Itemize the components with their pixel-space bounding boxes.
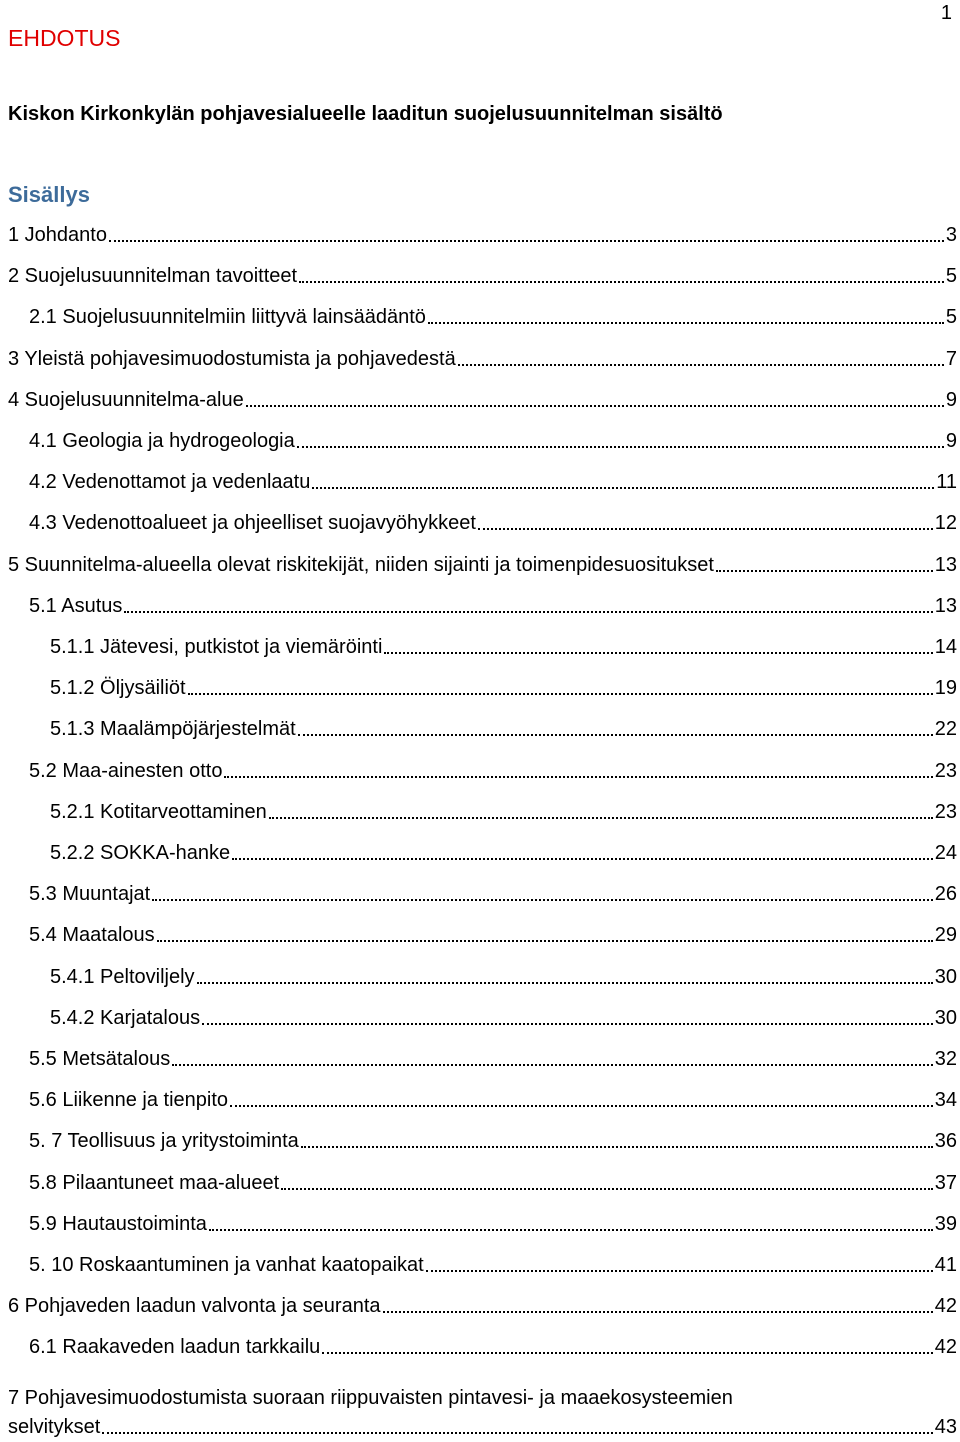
toc-dot-leader: [230, 1105, 933, 1107]
toc-entry-label: 5. 10 Roskaantuminen ja vanhat kaatopaikat: [29, 1254, 424, 1276]
toc-entry-page: 12: [934, 512, 957, 535]
toc-dot-leader: [157, 940, 933, 942]
toc-dot-leader: [478, 528, 933, 530]
toc-entry-page: 9: [945, 388, 957, 411]
toc-entry-label: 4.3 Vedenottoalueet ja ohjeelliset suojavyöhykkeet: [29, 512, 476, 535]
toc-entry-page: 13: [934, 553, 957, 576]
toc-entry-page: 13: [934, 594, 957, 617]
toc-entry-label: 3 Yleistä pohjavesimuodostumista ja pohjavedestä: [8, 347, 456, 370]
toc-dot-leader: [322, 1352, 932, 1354]
toc-entry-page: 30: [934, 1006, 957, 1029]
toc-entry-label: 1 Johdanto: [8, 224, 107, 246]
toc-entry-label: 7 Pohjavesimuodostumista suoraan riippuvaisten pintavesi- ja maaekosysteemien: [8, 1386, 733, 1409]
toc-dot-leader: [297, 446, 944, 448]
toc-entry[interactable]: [0, 948, 960, 989]
toc-entry-label: 4.1 Geologia ja hydrogeologia: [29, 430, 295, 452]
toc-entry-label: 5.1.1 Jätevesi, putkistot ja viemäröinti: [50, 636, 383, 658]
toc-entry-page: 19: [934, 677, 957, 700]
toc-dot-leader: [428, 322, 944, 324]
toc-entry-label: 4.2 Vedenottamot ja vedenlaatu: [29, 471, 311, 494]
toc-dot-leader: [188, 693, 933, 695]
toc-entry-label: 5 Suunnitelma-alueella olevat riskitekijät, niiden sijainti ja toimenpidesuositukset: [8, 553, 714, 576]
toc-entry[interactable]: [0, 906, 960, 947]
toc-dot-leader: [172, 1064, 933, 1066]
toc-entry-label: 6 Pohjaveden laadun valvonta ja seuranta: [8, 1295, 381, 1318]
toc-dot-leader: [299, 281, 944, 283]
toc-entry-page: 29: [934, 924, 957, 947]
toc-entry[interactable]: [0, 1318, 960, 1359]
toc-entry[interactable]: [0, 247, 960, 288]
toc-entry-label: 5.2.1 Kotitarveottaminen: [50, 800, 267, 823]
toc-entry[interactable]: [0, 206, 960, 247]
draft-label: EHDOTUS: [8, 25, 121, 51]
toc-entry-page: 24: [934, 842, 957, 864]
toc-entry[interactable]: [0, 1277, 960, 1318]
toc-entry-label: 5.6 Liikenne ja tienpito: [29, 1089, 229, 1112]
page-number: 1: [940, 2, 952, 24]
toc-entry[interactable]: [0, 700, 960, 741]
toc-dot-leader: [269, 817, 933, 819]
toc-entry-page: 5: [945, 306, 957, 329]
toc-entry-label: 2 Suojelusuunnitelman tavoitteet: [8, 265, 298, 288]
toc-entry[interactable]: [0, 989, 960, 1030]
toc-entry-label: 5.1 Asutus: [29, 594, 123, 617]
toc-entry[interactable]: [0, 288, 960, 329]
toc-entry-page: 36: [934, 1130, 957, 1153]
toc-entry[interactable]: [0, 1112, 960, 1153]
toc-entry-page: 26: [934, 883, 957, 906]
toc-entry[interactable]: [0, 494, 960, 535]
toc-entry[interactable]: [0, 1360, 960, 1442]
toc-dot-leader: [224, 776, 932, 778]
toc-entry-label: 6.1 Raakaveden laadun tarkkailu: [29, 1336, 321, 1359]
toc-dot-leader: [281, 1188, 933, 1190]
toc-dot-leader: [301, 1146, 933, 1148]
toc-entry[interactable]: [0, 453, 960, 494]
toc-dot-leader: [209, 1229, 933, 1231]
toc-entry[interactable]: [0, 1071, 960, 1112]
toc-dot-leader: [298, 734, 933, 736]
toc-entry[interactable]: [0, 1195, 960, 1236]
toc-entry[interactable]: [0, 1154, 960, 1195]
toc-entry-page: 3: [945, 224, 957, 246]
toc-heading: Sisällys: [8, 182, 90, 207]
toc-entry-page: 39: [934, 1212, 957, 1235]
toc-entry-label: 5.5 Metsätalous: [29, 1048, 171, 1070]
toc-dot-leader: [426, 1270, 933, 1272]
toc-entry-page: 43: [934, 1415, 957, 1438]
toc-entry[interactable]: [0, 865, 960, 906]
toc-entry-page: 32: [934, 1048, 957, 1070]
toc-entry-label-continued: selvitykset: [8, 1415, 101, 1438]
document-title: Kiskon Kirkonkylän pohjavesialueelle laaditun suojelusuunnitelman sisältö: [8, 103, 723, 125]
toc-entry-page: 23: [934, 800, 957, 823]
toc-entry-page: 30: [934, 965, 957, 988]
toc-dot-leader: [109, 240, 944, 242]
toc-dot-leader: [384, 652, 932, 654]
toc-entry-label: 5.4.1 Peltoviljely: [50, 965, 195, 988]
toc-entry[interactable]: [0, 618, 960, 659]
toc-entry-page: 11: [936, 471, 957, 494]
toc-entry[interactable]: [0, 783, 960, 824]
toc-dot-leader: [458, 364, 944, 366]
toc-entry[interactable]: [0, 1030, 960, 1071]
toc-entry-page: 7: [945, 347, 957, 370]
toc-dot-leader: [124, 611, 932, 613]
toc-entry-page: 14: [934, 636, 957, 658]
toc-entry-page: 34: [934, 1089, 957, 1112]
toc-entry-page: 37: [934, 1171, 957, 1194]
toc-dot-leader: [246, 405, 944, 407]
toc-entry-label: 5.3 Muuntajat: [29, 883, 151, 906]
toc-entry-page: 5: [945, 265, 957, 288]
toc-entry-label: 5.4.2 Karjatalous: [50, 1006, 201, 1029]
toc-entry[interactable]: [0, 412, 960, 453]
toc-entry[interactable]: [0, 1236, 960, 1277]
toc-entry[interactable]: [0, 536, 960, 577]
toc-entry-page: 42: [934, 1336, 957, 1359]
toc-dot-leader: [202, 1023, 933, 1025]
toc-entry-label: 5. 7 Teollisuus ja yritystoiminta: [29, 1130, 299, 1153]
toc-entry-label: 5.8 Pilaantuneet maa-alueet: [29, 1171, 280, 1194]
toc-entry-page: 42: [934, 1295, 957, 1318]
toc-dot-leader: [312, 487, 934, 489]
toc-entry[interactable]: [0, 330, 960, 371]
toc-entry-label: 5.9 Hautaustoiminta: [29, 1212, 207, 1235]
toc-entry-label: 5.2.2 SOKKA-hanke: [50, 842, 231, 864]
toc-entry[interactable]: [0, 824, 960, 865]
toc-entry-label: 5.4 Maatalous: [29, 924, 155, 947]
toc-entry[interactable]: [0, 742, 960, 783]
toc-dot-leader: [232, 858, 933, 860]
toc-dot-leader: [716, 570, 933, 572]
toc-entry[interactable]: [0, 659, 960, 700]
toc-dot-leader: [383, 1311, 933, 1313]
toc-entry-page: 41: [934, 1254, 957, 1276]
toc-entry-page: 22: [934, 718, 957, 741]
toc-entry-label: 5.2 Maa-ainesten otto: [29, 759, 223, 782]
toc-entry[interactable]: [0, 577, 960, 618]
toc-entry[interactable]: [0, 371, 960, 412]
toc-dot-leader: [197, 982, 933, 984]
toc-dot-leader: [102, 1432, 933, 1434]
toc-entry-label: 5.1.2 Öljysäiliöt: [50, 677, 186, 700]
toc-entry-label: 5.1.3 Maalämpöjärjestelmät: [50, 718, 296, 741]
toc-dot-leader: [152, 899, 933, 901]
toc-entry-label: 2.1 Suojelusuunnitelmiin liittyvä lainsäädäntö: [29, 306, 426, 329]
toc-entry-label: 4 Suojelusuunnitelma-alue: [8, 388, 244, 411]
toc-entry-page: 9: [945, 430, 957, 452]
toc-entry-page: 23: [934, 759, 957, 782]
